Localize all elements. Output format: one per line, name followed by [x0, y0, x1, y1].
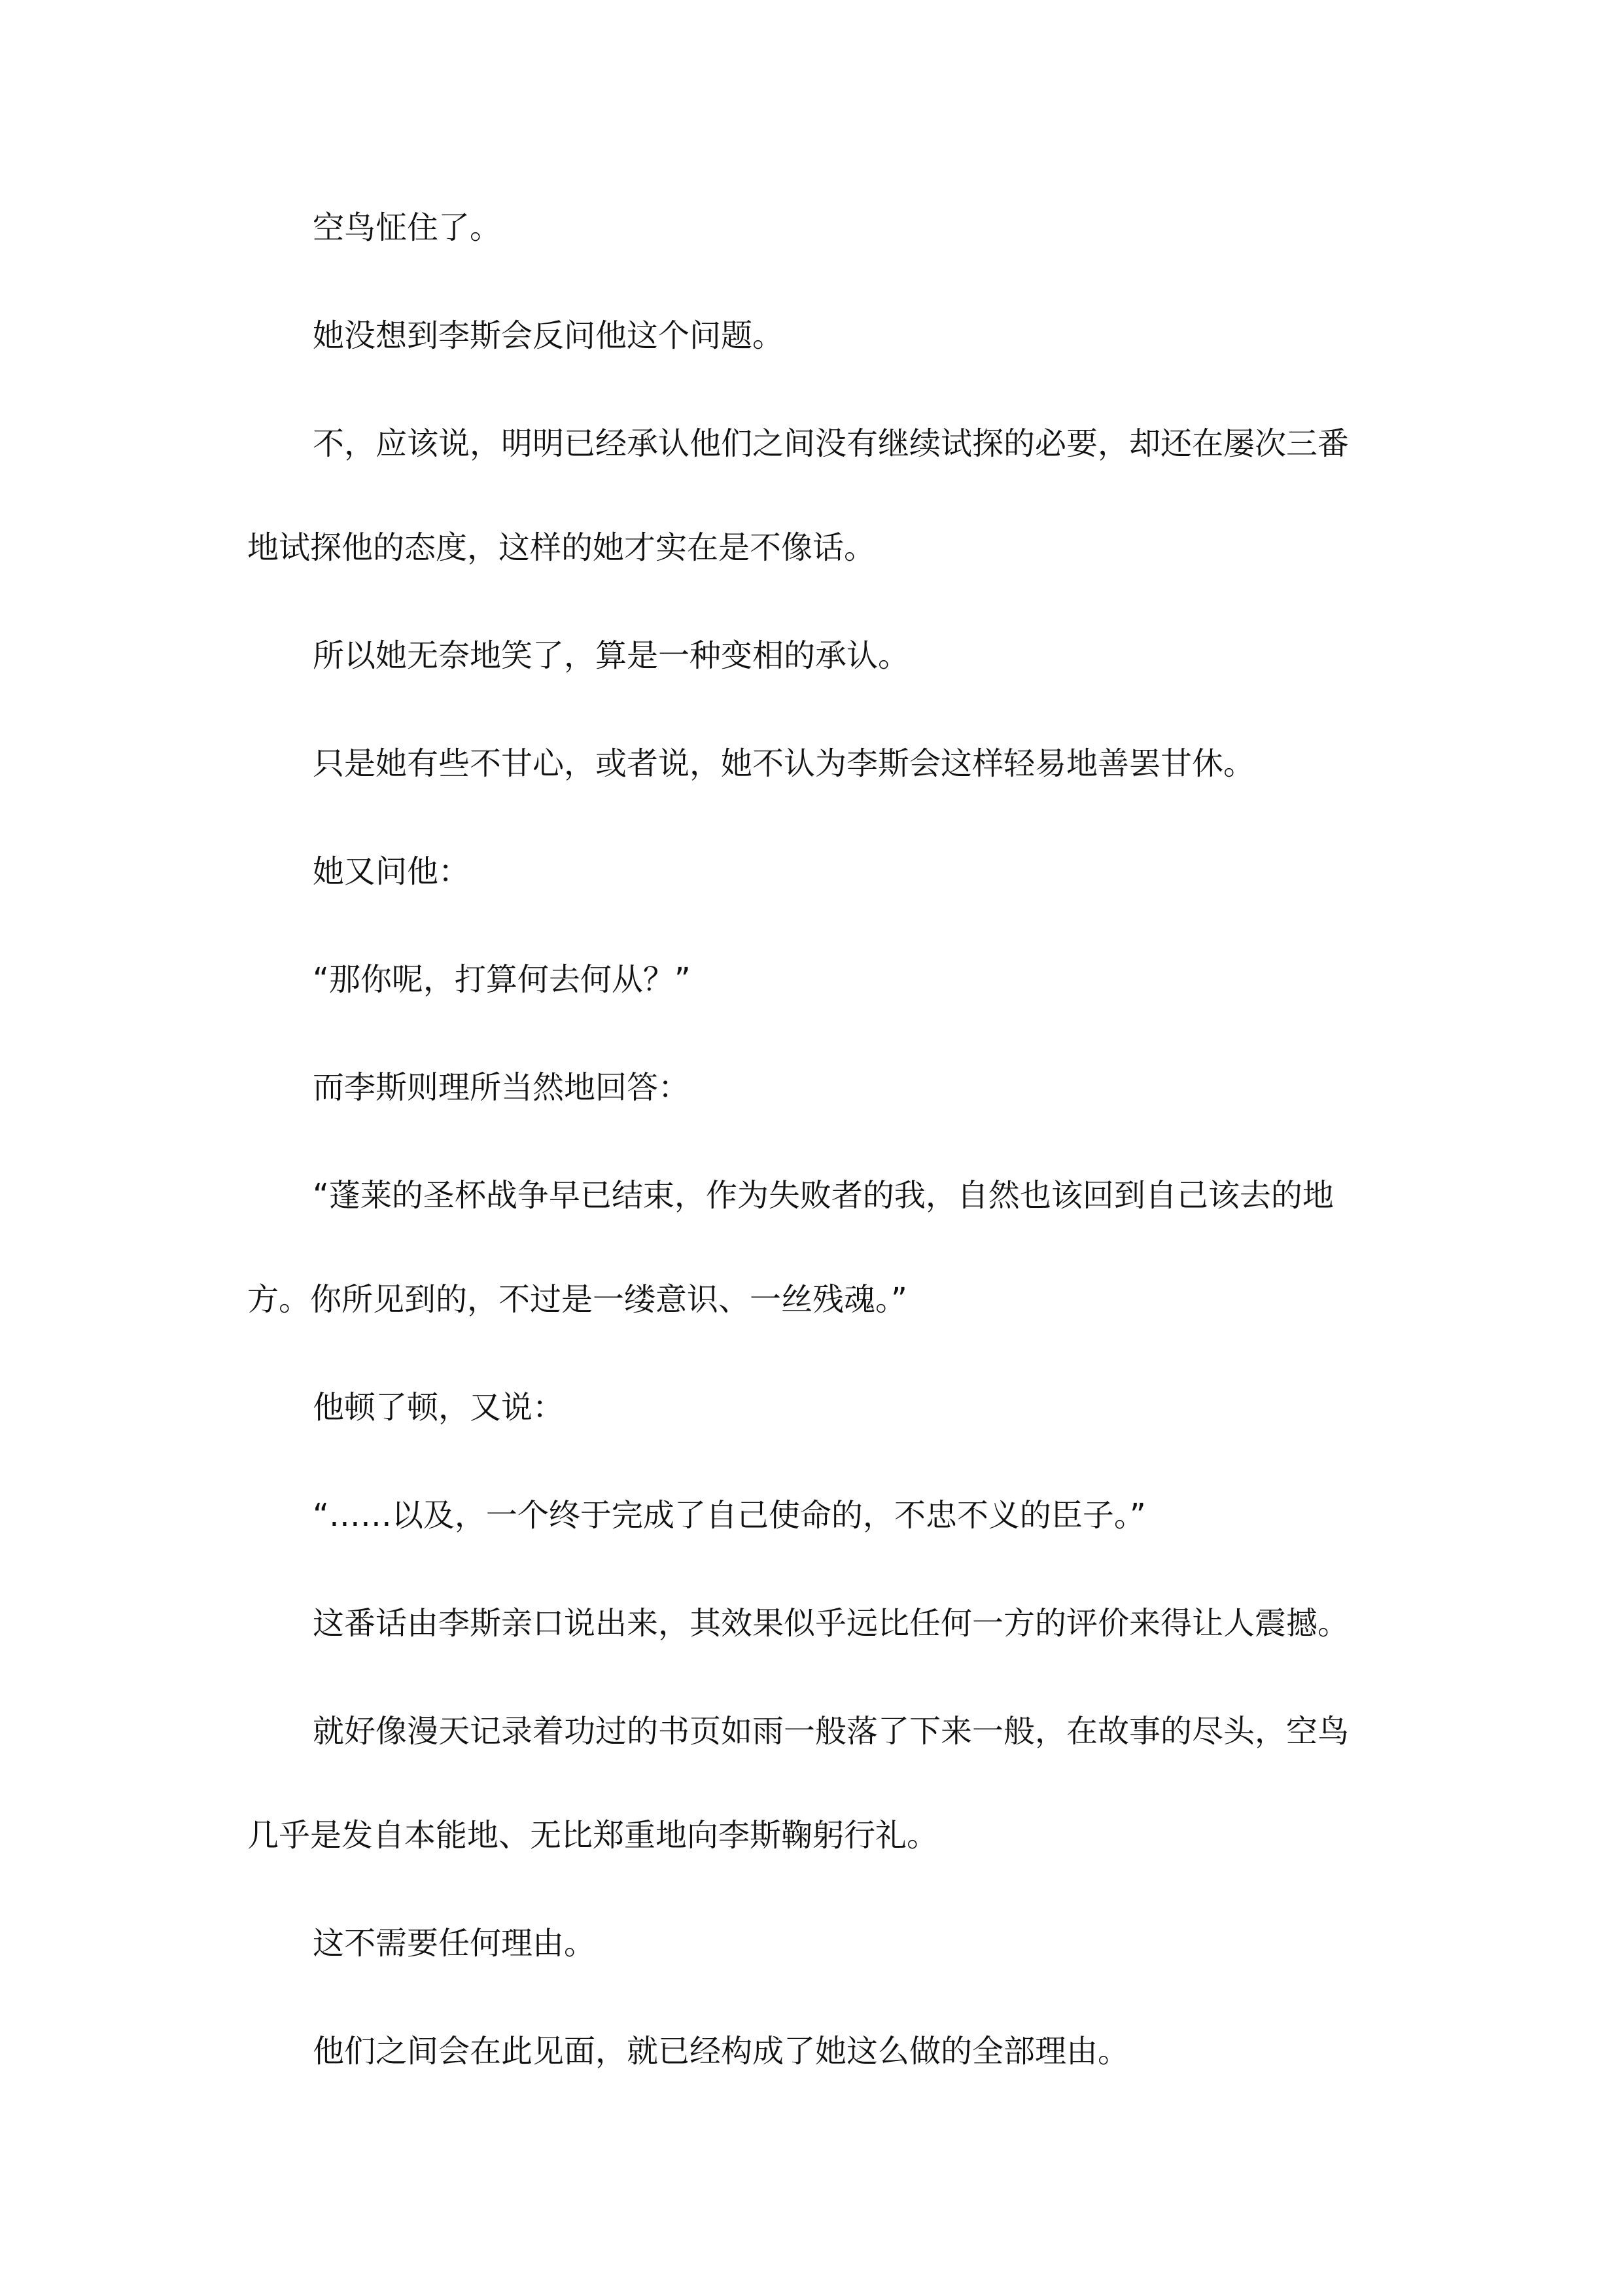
- paragraph-11: [247, 1497, 1379, 1534]
- paragraph-line: 地试探他的态度，这样的她才实在是不像话。: [247, 529, 876, 566]
- paragraph-line: 这番话由李斯亲口说出来，其效果似乎远比任何一方的评价来得让人震撼。: [313, 1605, 1350, 1642]
- paragraph-line: 她又问他：: [313, 853, 470, 890]
- paragraph-10: [247, 1389, 1379, 1426]
- paragraph-line: 空鸟怔住了。: [313, 209, 502, 246]
- paragraph-line: 就好像漫天记录着功过的书页如雨一般落了下来一般，在故事的尽头，空鸟: [313, 1713, 1350, 1750]
- paragraph-line: 不，应该说，明明已经承认他们之间没有继续试探的必要，却还在屡次三番: [313, 425, 1350, 462]
- paragraph-line: 方。你所见到的，不过是一缕意识、一丝残魂。”: [247, 1281, 907, 1318]
- paragraph-line: 她没想到李斯会反问他这个问题。: [313, 317, 784, 354]
- paragraph-line: 只是她有些不甘心，或者说，她不认为李斯会这样轻易地善罢甘休。: [313, 745, 1255, 782]
- paragraph-1: [247, 209, 1379, 246]
- paragraph-line: 他顿了顿，又说：: [313, 1389, 565, 1426]
- paragraph-5: [247, 745, 1379, 782]
- paragraph-line: 几乎是发自本能地、无比郑重地向李斯鞠躬行礼。: [247, 1817, 939, 1854]
- paragraph-line: “……以及，一个终于完成了自己使命的，不忠不义的臣子。”: [313, 1497, 1146, 1534]
- paragraph-14: [247, 1925, 1379, 1962]
- paragraph-8: [247, 1069, 1379, 1106]
- paragraph-line: “蓬莱的圣杯战争早已结束，作为失败者的我，自然也该回到自己该去的地: [313, 1177, 1334, 1214]
- paragraph-2: [247, 317, 1379, 354]
- paragraph-7: [247, 961, 1379, 998]
- paragraph-15: [247, 2033, 1379, 2070]
- paragraph-9: [247, 1177, 1379, 1318]
- paragraph-3: [247, 425, 1379, 566]
- paragraph-12: [247, 1605, 1379, 1642]
- paragraph-line: 而李斯则理所当然地回答：: [313, 1069, 690, 1106]
- paragraph-line: “那你呢，打算何去何从？”: [313, 961, 691, 998]
- paragraph-13: [247, 1713, 1379, 1854]
- paragraph-line: 他们之间会在此见面，就已经构成了她这么做的全部理由。: [313, 2033, 1130, 2070]
- paragraph-6: [247, 853, 1379, 890]
- document-body: [247, 209, 1379, 2141]
- paragraph-line: 这不需要任何理由。: [313, 1925, 596, 1962]
- paragraph-line: 所以她无奈地笑了，算是一种变相的承认。: [313, 637, 910, 674]
- paragraph-4: [247, 637, 1379, 674]
